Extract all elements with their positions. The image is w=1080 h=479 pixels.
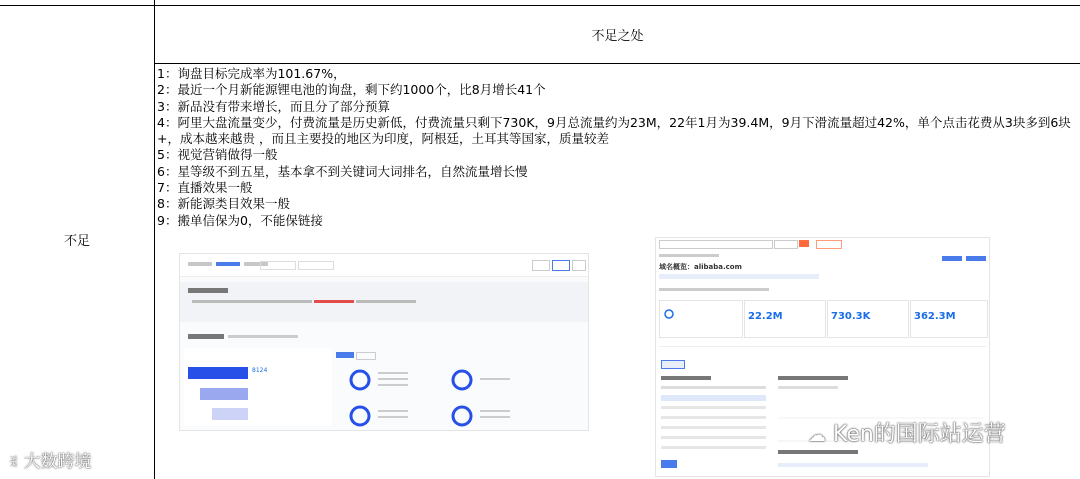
filter-row — [659, 274, 819, 279]
chart-title — [778, 450, 858, 454]
legend-line — [378, 416, 408, 418]
authority-ring — [663, 308, 675, 320]
embedded-screenshot-buyer-analysis — [179, 253, 589, 431]
section-text — [356, 300, 416, 303]
section-subtitle — [228, 335, 298, 338]
toolbar-button — [572, 260, 586, 271]
metric-value: 8124 — [252, 367, 268, 374]
list-item: 1：询盘目标完成率为101.67%， — [157, 66, 346, 81]
bar-tertiary — [212, 408, 248, 420]
url-bar — [659, 240, 773, 249]
issues-list — [157, 66, 1077, 229]
table-row — [661, 436, 766, 439]
watermark-text: 大数跨境 — [23, 452, 92, 472]
breadcrumb — [659, 254, 719, 257]
table-title — [661, 376, 711, 380]
column-divider — [154, 0, 155, 479]
header-button — [966, 256, 986, 261]
chart-legend — [778, 463, 928, 467]
list-item: 7：直播效果一般 — [157, 180, 253, 196]
toolbar-tab-active — [216, 262, 240, 266]
wechat-icon: ☁ — [808, 425, 826, 446]
header-button — [942, 256, 962, 261]
metric-value: 362.3M — [914, 311, 956, 322]
donut-chart-4 — [450, 404, 474, 428]
tabs-row — [659, 288, 769, 291]
section-title — [188, 288, 228, 293]
list-item: 4：阿里大盘流量变少，付费流量是历史新低，付费流量只剩下730K，9月总流量约为23M，22年1月为39.4M，9月下滑流量超过42%，单个点击花费从3块多到6块+，成本越来越贵 ，而且主要投的地区为印度，阿根廷，土耳其等国家，质量较差 — [157, 114, 1071, 147]
bar-secondary — [200, 388, 248, 400]
url-dropdown — [774, 240, 798, 249]
legend-line — [378, 378, 408, 380]
traffic-chart-title — [778, 376, 848, 380]
table-row — [661, 395, 766, 401]
site-title: 域名概览：alibaba.com — [659, 263, 742, 271]
legend-line — [378, 372, 408, 374]
list-item: 8：新能源类目效果一般 — [157, 196, 290, 212]
extra-button — [816, 240, 842, 249]
watermark-logo-icon: ꉂ — [8, 456, 19, 471]
donut-chart-1 — [348, 368, 372, 392]
watermark-right — [808, 417, 1006, 448]
metric-value: 730.3K — [831, 311, 871, 322]
donut-chart-3 — [348, 404, 372, 428]
toolbar-button — [532, 260, 550, 271]
legend-line — [378, 384, 408, 386]
toolbar-tab — [188, 262, 212, 266]
table-row — [661, 446, 766, 449]
toolbar-button — [552, 260, 570, 271]
list-item: 2：最近一个月新能源锂电池的询盘，剩下约1000个，比8月增长41个 — [157, 82, 546, 98]
metric-value: 22.2M — [748, 311, 783, 322]
section-highlight — [314, 300, 354, 303]
legend-line — [378, 410, 408, 412]
watermark-text: Ken的国际站运营 — [833, 422, 1006, 447]
section-title — [188, 334, 224, 339]
bar-panel — [184, 348, 332, 426]
legend-line — [480, 416, 510, 418]
bar-primary — [188, 367, 248, 379]
chart-legend — [778, 386, 838, 389]
section-text — [192, 300, 312, 303]
legend-line — [480, 410, 510, 412]
donut-chart-2 — [450, 368, 474, 392]
toggle-button — [661, 360, 685, 369]
table-row — [661, 406, 766, 409]
header-bottom-border — [154, 63, 1080, 64]
row-label: 不足 — [63, 234, 90, 249]
watermark-left — [8, 447, 92, 472]
search-button — [799, 240, 809, 247]
legend-line — [480, 378, 510, 380]
tab-button — [336, 352, 354, 358]
screenshot-toolbar — [180, 254, 588, 277]
compare-button — [661, 460, 677, 468]
list-item: 9：搬单信保为0，不能保链接 — [157, 212, 323, 228]
table-row — [661, 416, 766, 419]
table-row — [661, 426, 766, 429]
toolbar-select — [298, 261, 334, 270]
divider — [659, 346, 986, 347]
table-header — [661, 386, 766, 389]
tab-button — [356, 352, 376, 360]
header-cell: 不足之处 — [591, 29, 644, 44]
list-item: 6：星等级不到五星，基本拿不到关键词大词排名，自然流量增长慢 — [157, 163, 528, 179]
list-item: 3：新品没有带来增长，而且分了部分预算 — [157, 98, 390, 114]
toolbar-select — [260, 261, 296, 270]
list-item: 5：视觉营销做得一般 — [157, 147, 278, 163]
